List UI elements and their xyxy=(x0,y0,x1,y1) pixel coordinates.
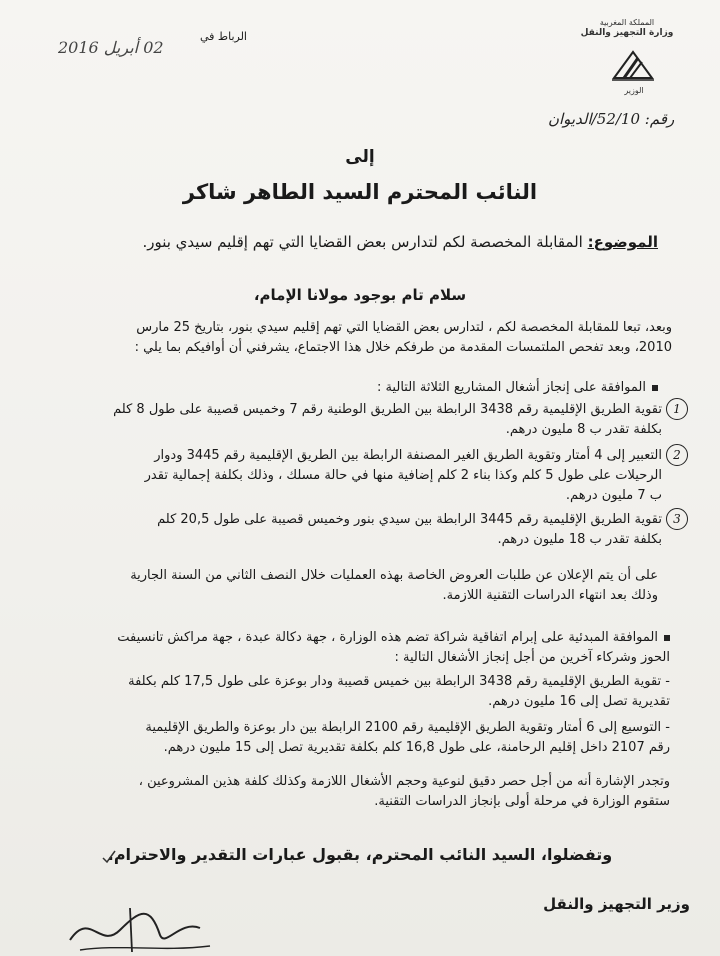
subject-text: المقابلة المخصصة لكم لتدارس بعض القضايا التي تهم إقليم سيدي بنور. xyxy=(142,233,583,251)
ministry-line1: المملكة المغربية xyxy=(599,18,655,27)
intro-line: 2010، وبعد تفحص الملتمسات المقدمة من طرفكم خلال هذا الاجتماع، يشرفني أن أوافيكم بما يلي : xyxy=(134,340,672,355)
section1-note: على أن يتم الإعلان عن طلبات العروض الخاصة بهذه العمليات خلال النصف الثاني من السنة الجارية وذلك بعد انتهاء الدراسات التقنية اللازمة. xyxy=(130,568,658,603)
ministry-line2: وزارة التجهيز والنقل xyxy=(580,28,674,38)
to-label: إلى xyxy=(345,147,375,167)
item-number-circle: 2 xyxy=(666,444,688,466)
date-stamp: 02 أبريل 2016 xyxy=(58,38,164,57)
greeting: سلام تام بوجود مولانا الإمام، xyxy=(253,286,467,304)
intro-paragraph xyxy=(135,318,672,358)
subject-label: الموضوع: xyxy=(587,233,658,251)
office-label: الوزير xyxy=(624,86,644,95)
recipient-name: النائب المحترم السيد الطاهر شاكر xyxy=(182,180,538,204)
intro-line: وبعد، تبعا للمقابلة المخصصة لكم ، لتدارس بعض القضايا التي تهم إقليم سيدي بنور، بتاريخ 25 مارس xyxy=(136,320,672,335)
section1-item-1: تقوية الطريق الإقليمية رقم 3438 الرابطة بين الطريق الوطنية رقم 7 وخميس قصيبة على طول 8 كلم بكلفة تقدر ب 8 مليون درهم. xyxy=(113,402,662,437)
closing-line: وتفضلوا، السيد النائب المحترم، بقبول عبارات التقدير والاحترام. xyxy=(107,845,613,864)
ministry-logo xyxy=(610,48,656,82)
section1-item-2: التعبير إلى 4 أمتار وتقوية الطريق الغير المصنفة الرابطة بين الطريق الإقليمية رقم 3445 ودوار الرحيلات على طول 5 كلم وكذا بناء 2 كلم إضافية منها في حالة مسلك ، وذلك بكلفة إجمالية تقدر ب 7 مليون درهم. xyxy=(144,448,662,503)
section2-note: وتجدر الإشارة أنه من أجل حصر دقيق لنوعية وحجم الأشغال اللازمة وكذلك كلفة هذين المشروعين ، ستقوم الوزارة في مرحلة أولى بإنجاز الدراسات التقنية. xyxy=(138,774,670,809)
check-mark-icon xyxy=(100,848,118,866)
subject-line xyxy=(142,233,658,251)
ministry-header xyxy=(572,18,682,38)
section2-item-1: - تقوية الطريق الإقليمية رقم 3438 الرابطة بين خميس قصيبة ودار بوعزة على طول 17,5 كلم بكلفة تقديرية تصل إلى 16 مليون درهم. xyxy=(128,674,670,709)
square-bullet-icon xyxy=(664,635,670,641)
section2-title: الموافقة المبدئية على إبرام اتفاقية شراكة تضم هذه الوزارة ، جهة دكالة عبدة ، جهة مراكش تانسيفت الحوز وشركاء آخرين من أجل إنجاز الأشغال التالية : xyxy=(117,630,670,665)
section1-item-3: تقوية الطريق الإقليمية رقم 3445 الرابطة بين سيدي بنور وخميس قصيبة على طول 20,5 كلم بكلفة تقدر ب 18 مليون درهم. xyxy=(157,512,662,547)
item-number-circle: 1 xyxy=(666,398,688,420)
signer-title: وزير التجهيز والنقل xyxy=(543,895,690,913)
square-bullet-icon xyxy=(652,385,658,391)
reference-number: رقم: 52/10/الديوان xyxy=(548,110,675,128)
handwritten-signature xyxy=(60,900,220,956)
section1-title: الموافقة على إنجاز أشغال المشاريع الثلاثة التالية : xyxy=(377,378,658,398)
item-number-circle: 3 xyxy=(666,508,688,530)
section2-item-2: - التوسيع إلى 6 أمتار وتقوية الطريق الإقليمية رقم 2100 الرابطة بين دار بوعزة والطريق الإقليمية رقم 2107 داخل إقليم الرحامنة، على طول 16,8 كلم بكلفة تقديرية تصل إلى 15 مليون درهم. xyxy=(145,720,670,755)
city-label: الرباط في xyxy=(200,30,247,43)
